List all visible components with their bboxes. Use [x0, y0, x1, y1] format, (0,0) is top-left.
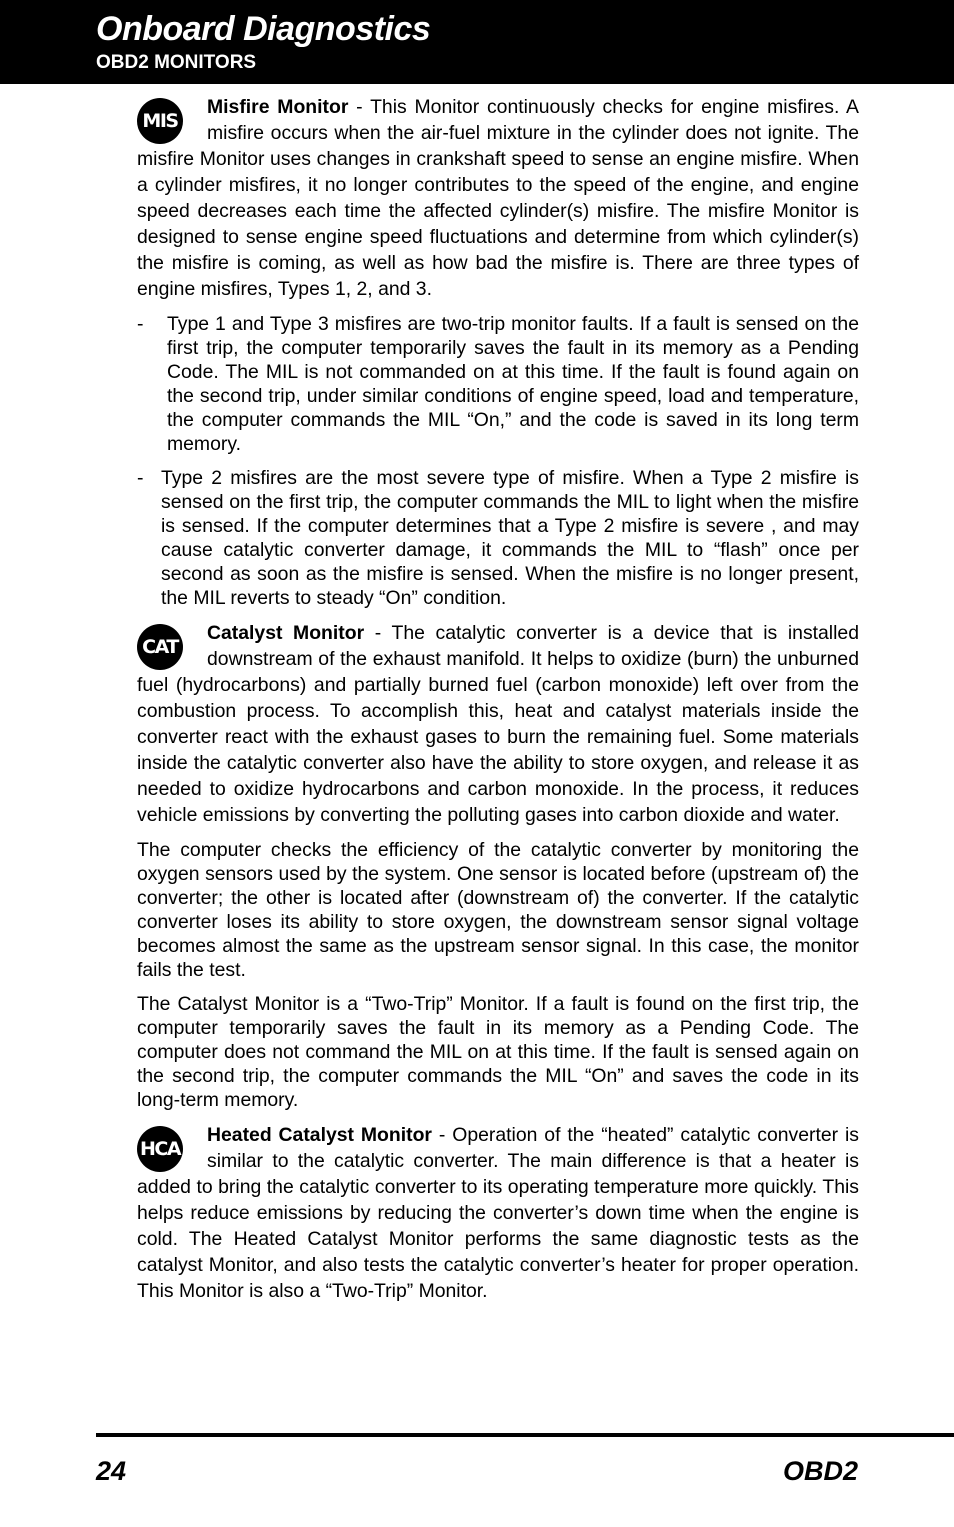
heated-catalyst-monitor-text: - Operation of the “heated” catalytic converter is similar to the catalytic converter. The main difference is that a heater is added to bring the catalytic converter to its operating temperature more quickly. This helps reduce emissions by reducing the converter’s down time when the engine is cold. The Heated Catalyst Monitor performs the same diagnostic tests as the catalyst Monitor, and also tests the catalytic converter’s heater for proper operation. This Monitor is also a “Two-Trip” Monitor.	[137, 1124, 859, 1302]
page-subtitle: OBD2 MONITORS	[96, 52, 257, 73]
footer-divider	[96, 1433, 954, 1437]
catalyst-monitor-text: - The catalytic converter is a device that is installed downstream of the exhaust manifold. It helps to oxidize (burn) the unburned fuel (hydrocarbons) and partially burned fuel (carbon monoxide) left over from the combustion process. To accomplish this, heat and catalyst materials inside the converter react with the exhaust gases to burn the remaining fuel. Some materials inside the catalytic converter also have the ability to store oxygen, and release it as needed to oxidize hydrocarbons and carbon monoxide. In the process, it reduces vehicle emissions by converting the polluting gases into carbon dioxide and water.	[137, 622, 859, 826]
list-item	[137, 466, 859, 610]
catalyst-monitor-heading: Catalyst Monitor	[207, 622, 365, 644]
catalyst-efficiency-paragraph: The computer checks the efficiency of the catalytic converter by monitoring the oxygen sensors used by the system. One sensor is located before (upstream of) the converter; the other is located after (downstream of) the converter. If the catalytic converter loses its ability to store oxygen, the downstream sensor signal voltage becomes almost the same as the upstream sensor signal. In this case, the monitor fails the test.	[137, 839, 859, 981]
bullet-dash: -	[137, 313, 144, 335]
heated-catalyst-monitor-heading: Heated Catalyst Monitor	[207, 1124, 432, 1146]
heated-catalyst-monitor-paragraph	[137, 1122, 859, 1304]
footer-label: OBD2	[782, 1456, 858, 1486]
page-title: Onboard Diagnostics	[96, 10, 431, 48]
catalyst-monitor-paragraph	[137, 620, 859, 828]
list-item	[137, 312, 859, 456]
misfire-monitor-paragraph	[137, 94, 859, 302]
page-content	[137, 94, 859, 1314]
mis-badge-icon: MIS	[137, 98, 183, 144]
hca-badge-icon: HCA	[137, 1126, 183, 1172]
misfire-monitor-text: - This Monitor continuously checks for engine misfires. A misfire occurs when the air-fuel mixture in the cylinder does not ignite. The misfire Monitor uses changes in crankshaft speed to sense an engine misfire. When a cylinder misfires, it no longer contributes to the speed of the engine, and engine speed decreases each time the affected cylinder(s) misfire. The misfire Monitor is designed to sense engine speed fluctuations and determine from which cylinder(s) the misfire is coming, as well as how bad the misfire is. There are three types of engine misfires, Types 1, 2, and 3.	[137, 96, 859, 300]
misfire-type1-text: Type 1 and Type 3 misfires are two-trip monitor faults. If a fault is sensed on the first trip, the computer temporarily saves the fault in its memory as a Pending Code. The MIL is not commanded on at this time. If the fault is found again on the second trip, under similar conditions of engine speed, load and temperature, the computer commands the MIL “On,” and the code is saved in its long term memory.	[167, 313, 859, 455]
misfire-type2-text: Type 2 misfires are the most severe type of misfire. When a Type 2 misfire is sensed on the first trip, the computer commands the MIL to light when the misfire is sensed. If the computer determines that a Type 2 misfire is severe , and may cause catalytic converter damage, it commands the MIL to “flash” once per second as soon as the misfire is sensed. When the misfire is no longer present, the MIL reverts to steady “On” condition.	[161, 467, 859, 609]
cat-badge-icon: CAT	[137, 624, 183, 670]
catalyst-two-trip-paragraph: The Catalyst Monitor is a “Two-Trip” Monitor. If a fault is found on the first trip, the computer temporarily saves the fault in its memory as a Pending Code. The computer does not command the MIL on at this time. If the fault is sensed again on the second trip, the computer commands the MIL “On” and saves the code in its long-term memory.	[137, 993, 859, 1111]
page-number: 24	[96, 1456, 127, 1486]
misfire-monitor-heading: Misfire Monitor	[207, 96, 349, 118]
page-header	[0, 0, 954, 84]
bullet-dash: -	[137, 467, 144, 489]
